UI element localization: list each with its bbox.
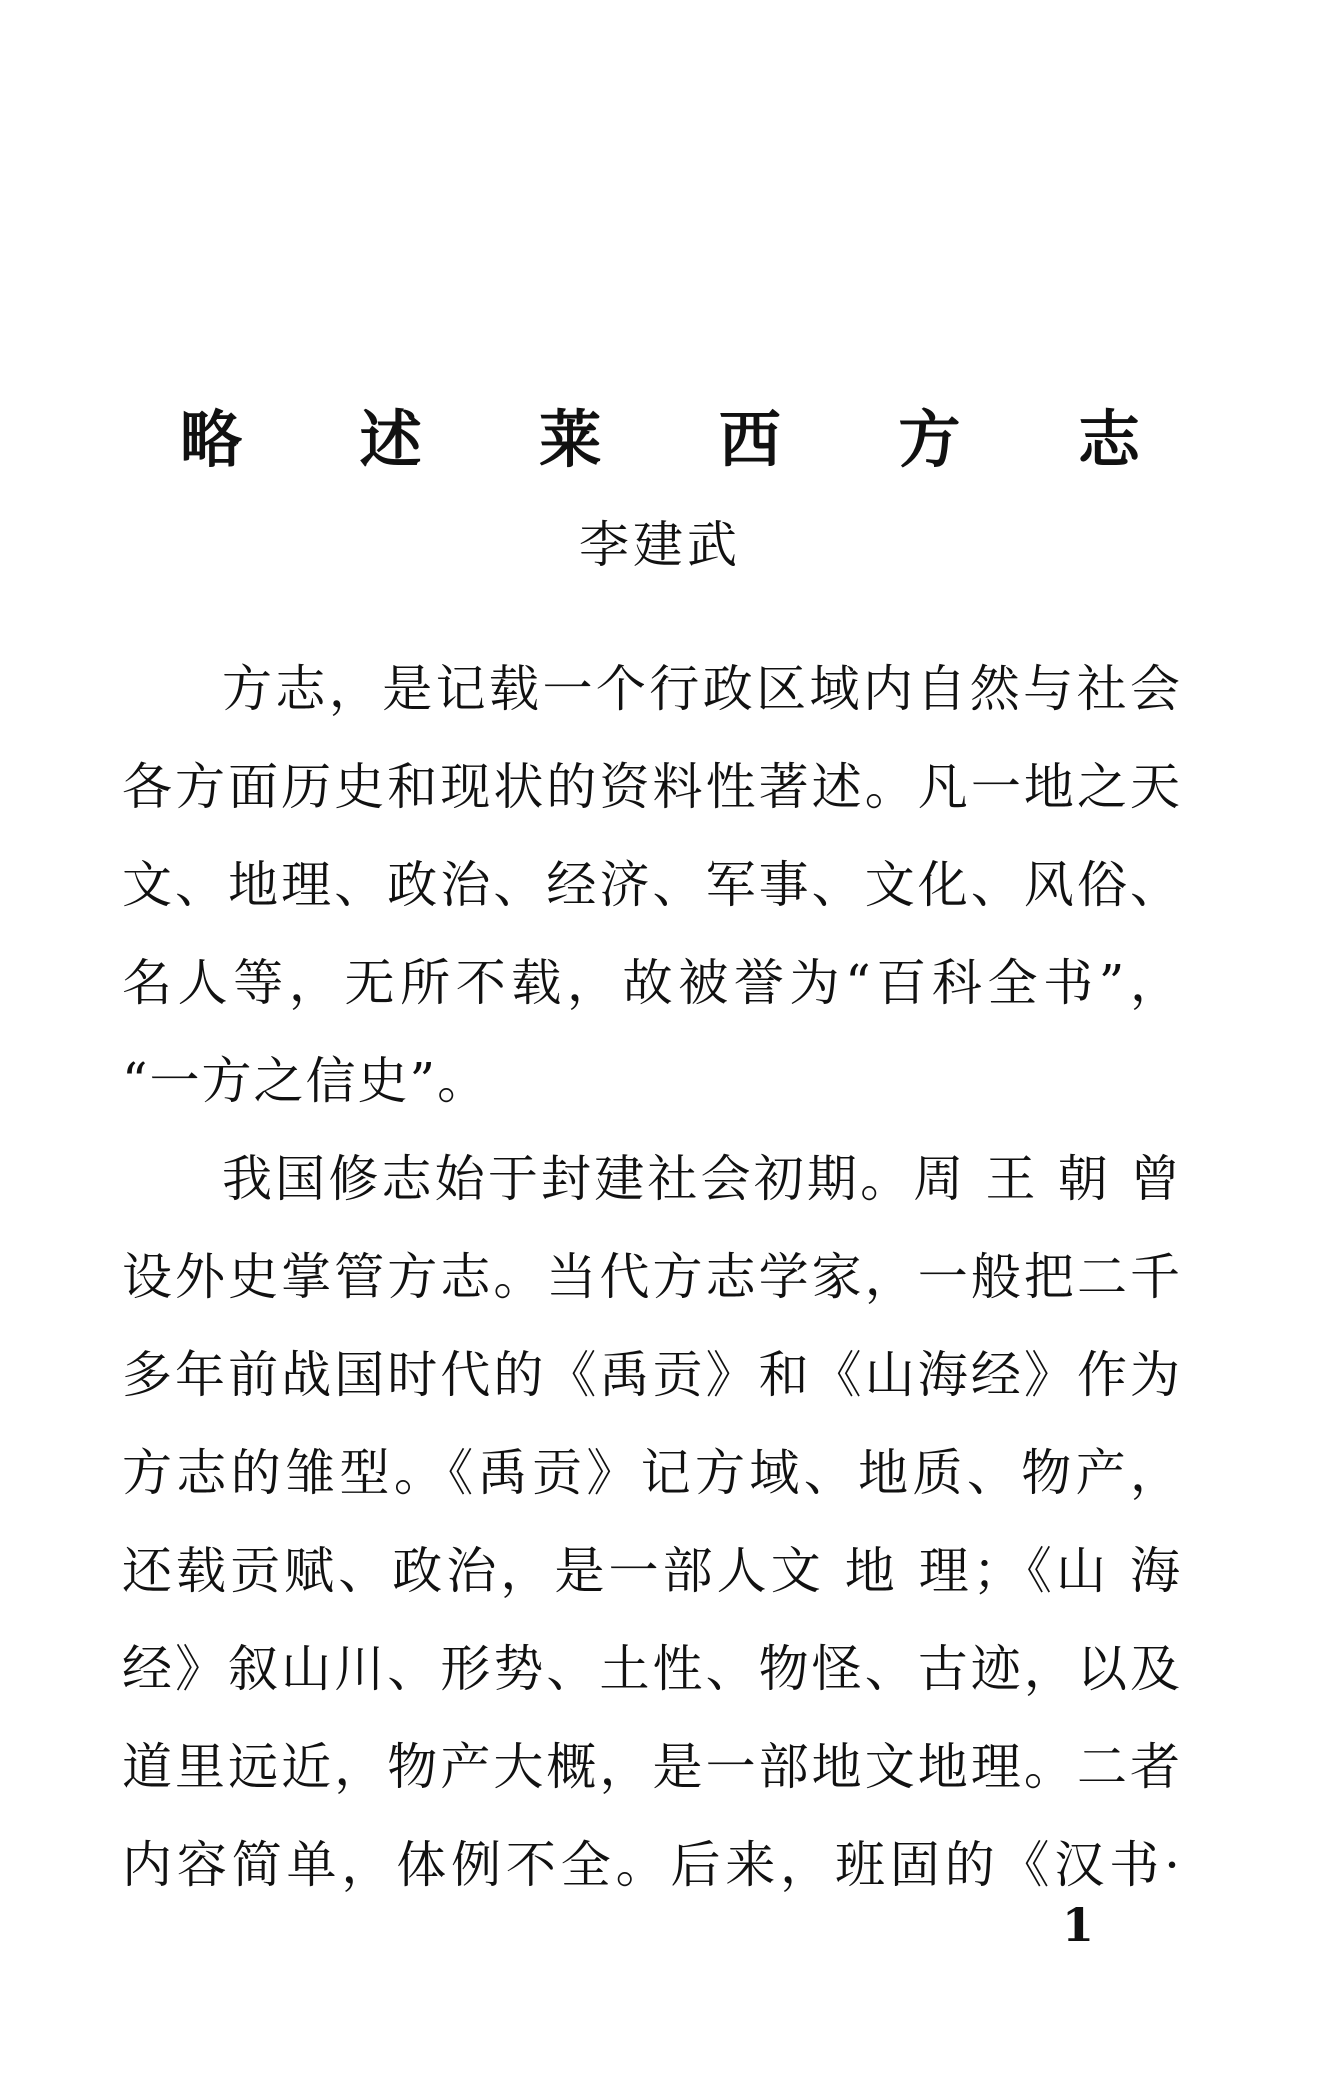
- article-author: 李建武: [579, 516, 741, 574]
- text-line: 内容简单，体例不全。后来，班固的《汉书·: [122, 1836, 1182, 1894]
- text-line: 多年前战国时代的《禹贡》和《山海经》作为: [122, 1346, 1182, 1404]
- text-line: 还载贡赋、政治，是一部人文 地 理；《山 海: [122, 1542, 1182, 1600]
- text-line: 方志，是记载一个行政区域内自然与社会: [222, 660, 1182, 718]
- text-line: 文、地理、政治、经济、军事、文化、风俗、: [122, 856, 1182, 914]
- article-body: [122, 640, 1182, 1914]
- text-line: 经》叙山川、形势、土性、物怪、古迹，以及: [122, 1640, 1182, 1698]
- article-title: 略 述 莱 西 方 志: [180, 403, 1188, 476]
- text-line: 我国修志始于封建社会初期。周 王 朝 曾: [222, 1150, 1182, 1208]
- page-number: 1: [1062, 1898, 1095, 1952]
- text-line: 道里远近，物产大概，是一部地文地理。二者: [122, 1738, 1182, 1796]
- text-line: 各方面历史和现状的资料性著述。凡一地之天: [122, 758, 1182, 816]
- text-line: 方志的雏型。《禹贡》记方域、地质、物产，: [122, 1444, 1182, 1502]
- text-line: 名人等，无所不载，故被誉为“百科全书”，: [122, 954, 1182, 1012]
- text-line: “一方之信史”。: [122, 1052, 490, 1110]
- text-line: 设外史掌管方志。当代方志学家，一般把二千: [122, 1248, 1182, 1306]
